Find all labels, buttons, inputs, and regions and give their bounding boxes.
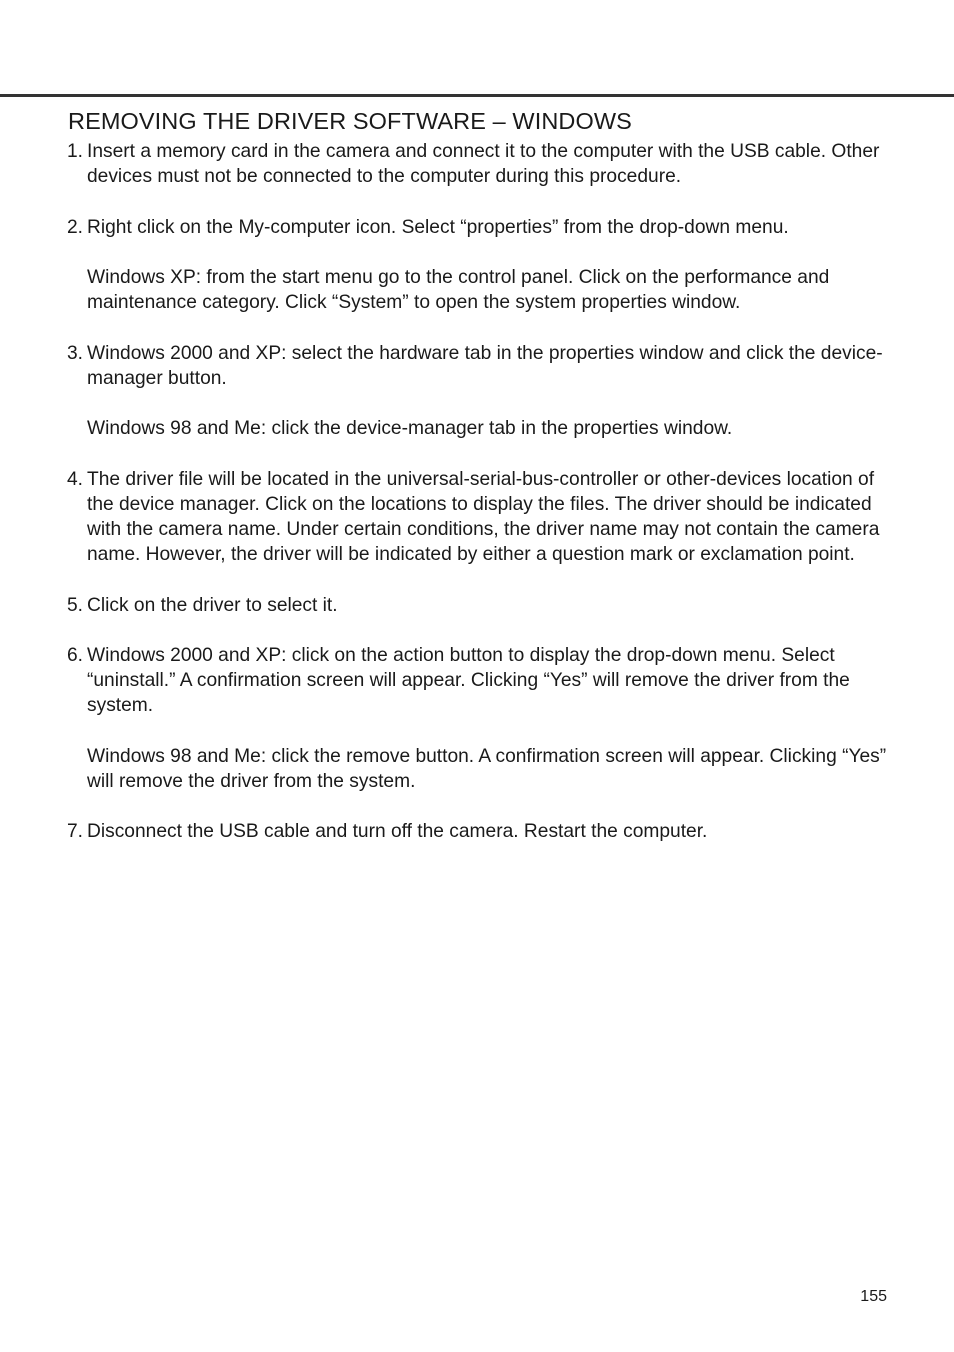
step-number: 5.: [67, 594, 84, 616]
step-5: [67, 593, 887, 618]
step-number: 6.: [67, 644, 84, 666]
step-number: 7.: [67, 821, 84, 843]
step-2: [67, 215, 887, 316]
section-title: REMOVING THE DRIVER SOFTWARE – WINDOWS: [68, 108, 632, 134]
top-rule: [0, 94, 954, 97]
step-6: [67, 643, 887, 794]
step-number: 4.: [67, 468, 84, 490]
step-text: Disconnect the USB cable and turn off the camera. Restart the computer.: [87, 821, 708, 843]
step-number: 1.: [67, 141, 84, 162]
step-number: 3.: [67, 342, 84, 364]
step-text: Right click on the My-computer icon. Select “properties” from the drop-down menu.: [87, 216, 789, 238]
step-number: 2.: [67, 216, 84, 238]
step-7: [67, 819, 887, 844]
step-text: The driver file will be located in the universal-serial-bus-controller or other-devices location of the device manager. Click on the locations to display the files. The driver should be indicated with the camera name. Under certain conditions, the driver name may not contain the camera name. However, the driver will be indicated by either a question mark or exclamation point.: [87, 468, 880, 566]
page-number: 155: [860, 1288, 887, 1305]
step-4: [67, 467, 887, 568]
step-3: [67, 341, 887, 442]
step-text-sub: Windows 98 and Me: click the remove button. A confirmation screen will appear. Clicking “Yes” will remove the driver from the system.: [87, 745, 887, 792]
step-text-sub: Windows XP: from the start menu go to the control panel. Click on the performance and maintenance category. Click “System” to open the system properties window.: [87, 266, 830, 314]
step-1: [67, 139, 887, 189]
step-text: Insert a memory card in the camera and connect it to the computer with the USB cable. Other devices must not be connected to the computer during this procedure.: [87, 141, 880, 188]
step-text-sub: Windows 98 and Me: click the device-manager tab in the properties window.: [87, 418, 733, 440]
step-text: Click on the driver to select it.: [87, 594, 338, 616]
step-text: Windows 2000 and XP: select the hardware tab in the properties window and click the device-manager button.: [87, 342, 883, 389]
step-text: Windows 2000 and XP: click on the action button to display the drop-down menu. Select “uninstall.” A confirmation screen will appear. Clicking “Yes” will remove the driver from the system.: [87, 644, 850, 717]
procedure-steps: [67, 139, 887, 845]
